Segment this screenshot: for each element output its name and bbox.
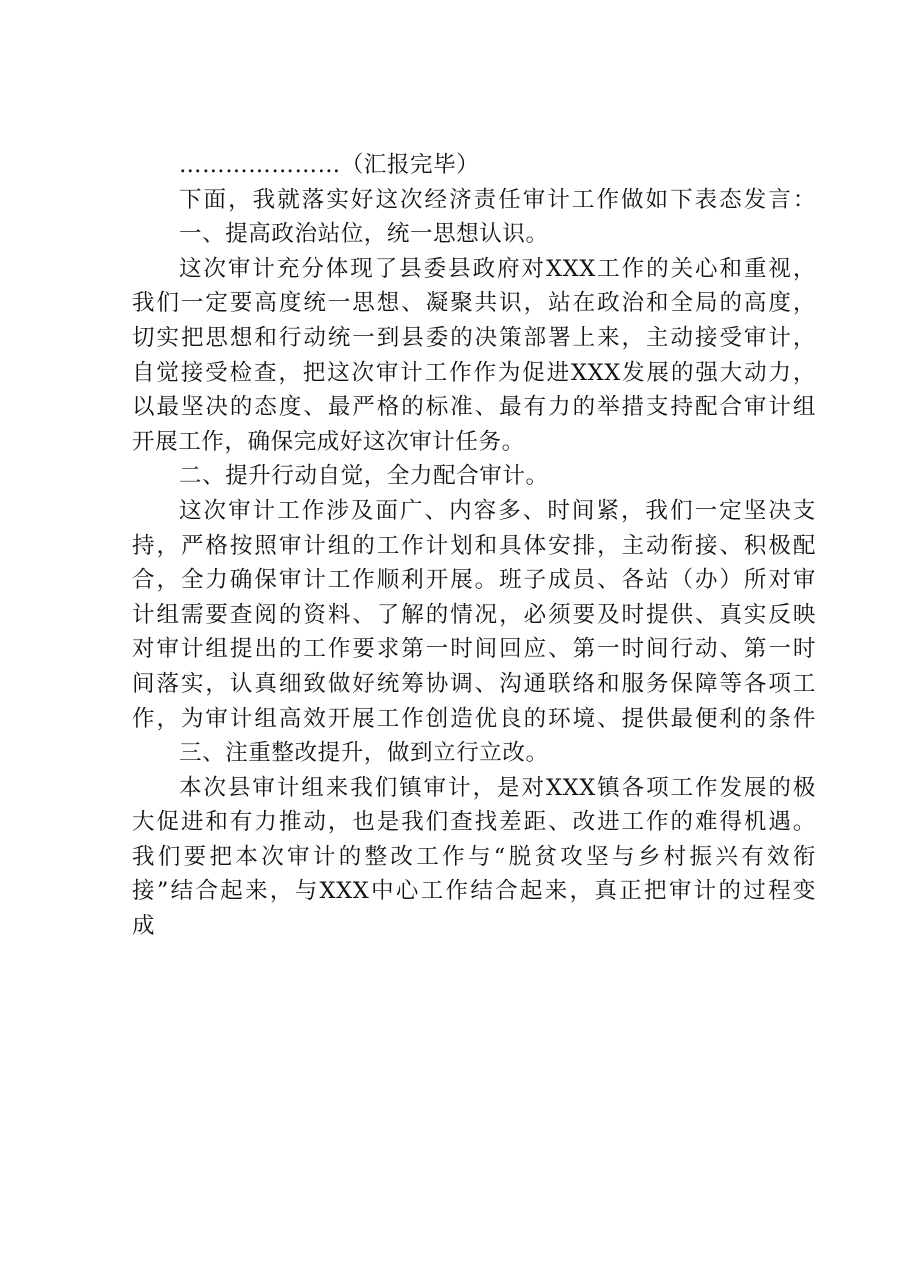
paragraph-line: 切实把思想和行动统一到县委的决策部署上来，主动接受审计，: [132, 324, 816, 351]
intro-line: 下面，我就落实好这次经济责任审计工作做如下表态发言：: [179, 186, 816, 213]
paragraph-line: 合，全力确保审计工作顺利开展。班子成员、各站（办）所对审: [132, 567, 816, 594]
paragraph-line: 持，严格按照审计组的工作计划和具体安排，主动衔接、积极配: [132, 532, 816, 559]
paragraph-line: 我们一定要高度统一思想、凝聚共识，站在政治和全局的高度，: [132, 290, 816, 317]
paragraph-line: 间落实，认真细致做好统筹协调、沟通联络和服务保障等各项工: [132, 670, 816, 697]
paragraph-line: 这次审计充分体现了县委县政府对XXX工作的关心和重视，: [179, 255, 816, 282]
section-heading-3: 三、注重整改提升，做到立行立改。: [179, 740, 549, 767]
paragraph-line: 成: [132, 913, 156, 940]
paragraph-line: 对审计组提出的工作要求第一时间回应、第一时间行动、第一时: [132, 636, 816, 663]
paragraph-line: 开展工作，确保完成好这次审计任务。: [132, 428, 525, 455]
paragraph-line: 这次审计工作涉及面广、内容多、时间紧，我们一定坚决支: [179, 497, 816, 524]
report-end-line: …………………（汇报完毕）: [179, 152, 480, 178]
paragraph-line: 作，为审计组高效开展工作创造优良的环境、提供最便利的条件: [132, 705, 816, 732]
paragraph-line: 接”结合起来，与XXX中心工作结合起来，真正把审计的过程变: [132, 878, 816, 905]
paragraph-line: 自觉接受检查，把这次审计工作作为促进XXX发展的强大动力，: [132, 359, 816, 386]
paragraph-line: 以最坚决的态度、最严格的标准、最有力的举措支持配合审计组: [132, 394, 816, 421]
section-heading-1: 一、提高政治站位，统一思想认识。: [179, 221, 549, 248]
paragraph-line: 我们要把本次审计的整改工作与“脱贫攻坚与乡村振兴有效衔: [132, 843, 816, 870]
paragraph-line: 计组需要查阅的资料、了解的情况，必须要及时提供、真实反映: [132, 601, 816, 628]
document-body: [132, 148, 816, 944]
section-heading-2: 二、提升行动自觉，全力配合审计。: [179, 463, 549, 490]
paragraph-line: 大促进和有力推动，也是我们查找差距、改进工作的难得机遇。: [132, 809, 816, 836]
paragraph-line: 本次县审计组来我们镇审计，是对XXX镇各项工作发展的极: [179, 774, 816, 801]
